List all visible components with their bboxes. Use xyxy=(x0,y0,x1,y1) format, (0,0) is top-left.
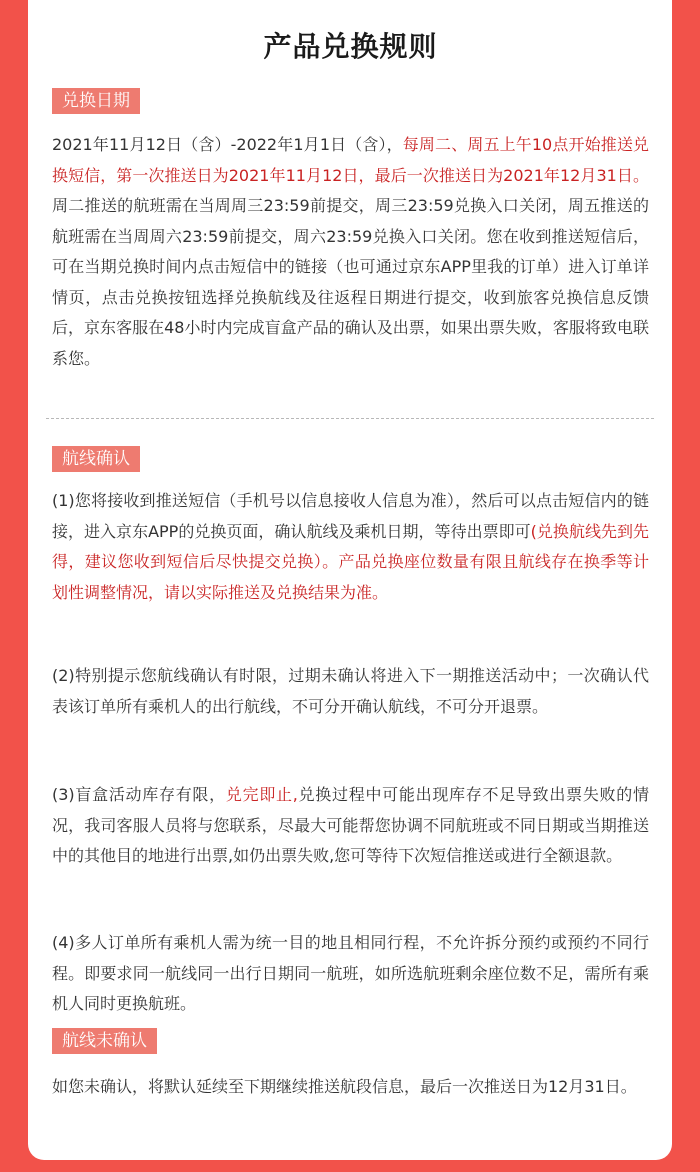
highlight-text-run: 每周二、周五上午10点开始推送兑换短信，第一次推送日为2021年11月12日，最后一次推送日为2021年12月31日。 xyxy=(52,135,649,185)
text-run: 如您未确认，将默认延续至下期继续推送航段信息，最后一次推送日为12月31日。 xyxy=(52,1077,637,1096)
section-tag-exchange-date: 兑换日期 xyxy=(52,88,140,114)
route-confirm-item-2 xyxy=(52,661,649,722)
text-run: 2021年11月12日（含）-2022年1月1日（含）， xyxy=(52,135,403,154)
route-unconfirmed-paragraph xyxy=(52,1072,649,1103)
section-tag-route-unconfirmed: 航线未确认 xyxy=(52,1028,157,1054)
route-confirm-item-1 xyxy=(52,486,649,608)
page-title: 产品兑换规则 xyxy=(263,30,438,63)
text-run: 周二推送的航班需在当周周三23:59前提交，周三23:59兑换入口关闭，周五推送的航班需在当周周六23:59前提交，周六23:59兑换入口关闭。您在收到推送短信后，可在当期兑换时间内点击短信中的链接（也可通过京东APP里我的订单）进入订单详情页，点击兑换按钮选择兑换航线及往返程日期进行提交，收到旅客兑换信息反馈后，京东客服在48小时内完成盲盒产品的确认及出票，如果出票失败，客服将致电联系您。 xyxy=(52,196,649,368)
route-confirm-item-3 xyxy=(52,780,649,872)
text-run: (2)特别提示您航线确认有时限，过期未确认将进入下一期推送活动中；一次确认代表该订单所有乘机人的出行航线，不可分开确认航线，不可分开退票。 xyxy=(52,666,649,716)
route-confirm-item-4 xyxy=(52,928,649,1020)
exchange-date-paragraph xyxy=(52,130,649,374)
text-run: (3)盲盒活动库存有限， xyxy=(52,785,226,804)
highlight-text-run: (兑换航线先到先得，建议您收到短信后尽快提交兑换）。产品兑换座位数量有限且航线存在换季等计划性调整情况，请以实际推送及兑换结果为准。 xyxy=(52,521,649,602)
highlight-text-run: 兑完即止, xyxy=(225,785,298,804)
section-tag-route-confirm: 航线确认 xyxy=(52,446,140,472)
text-run: (1)您将接收到推送短信（手机号以信息接收人信息为准），然后可以点击短信内的链接，进入京东APP的兑换页面，确认航线及乘机日期，等待出票即可 xyxy=(52,491,649,541)
text-run: (4)多人订单所有乘机人需为统一目的地且相同行程，不允许拆分预约或预约不同行程。即要求同一航线同一出行日期同一航班，如所选航班剩余座位数不足，需所有乘机人同时更换航班。 xyxy=(52,933,649,1013)
text-run: 兑换过程中可能出现库存不足导致出票失败的情况，我司客服人员将与您联系，尽最大可能帮您协调不同航班或不同日期或当期推送中的其他目的地进行出票,如仍出票失败,您可等待下次短信推送或进行全额退款。 xyxy=(52,785,649,865)
section-divider xyxy=(46,418,654,419)
